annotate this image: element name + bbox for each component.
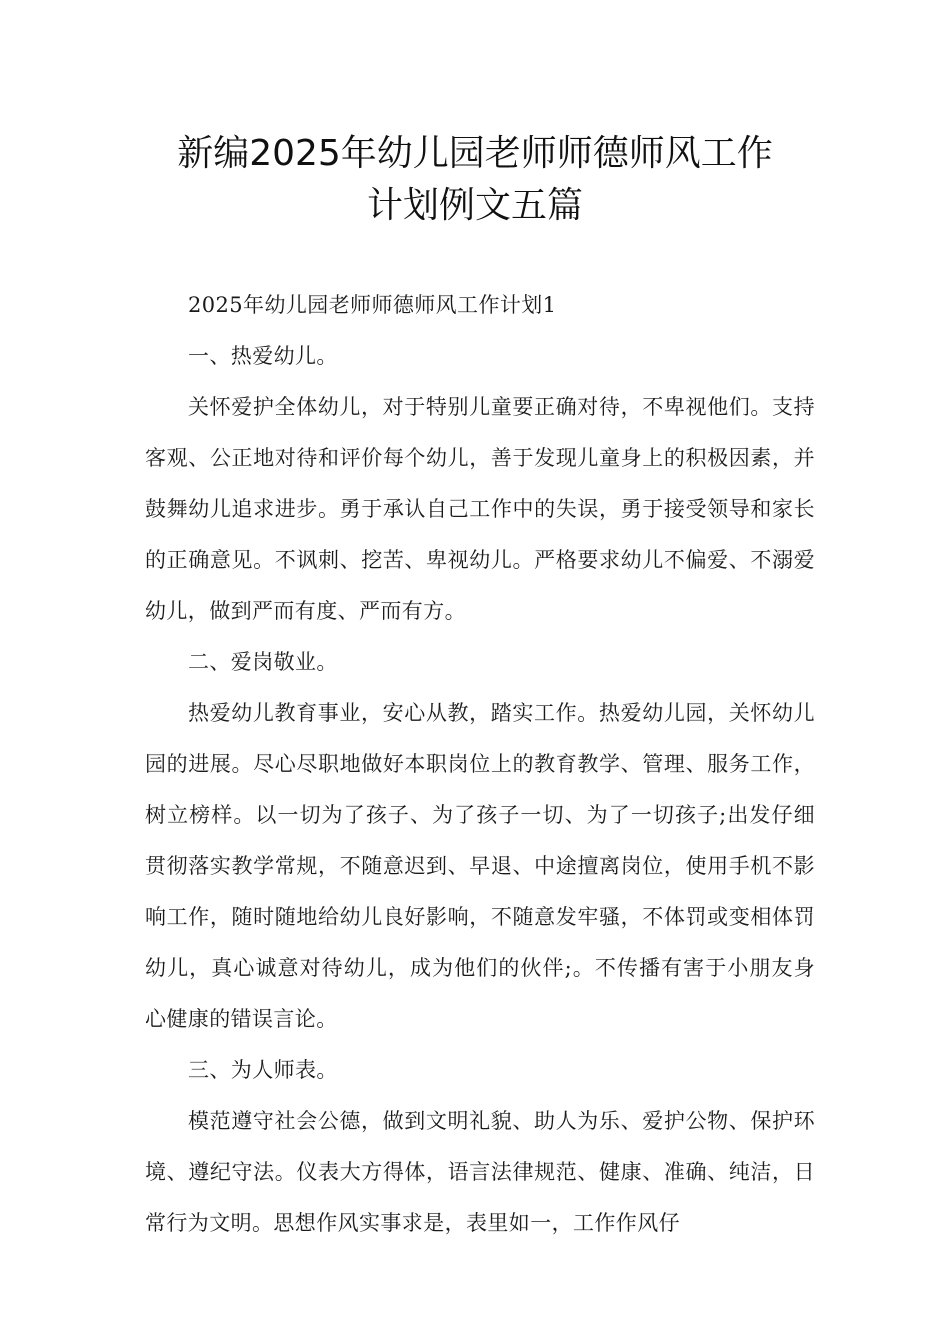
subsection-heading: 一、热爱幼儿。: [188, 344, 338, 368]
document-title-line-2: 计划例文五篇: [366, 185, 583, 226]
section-heading: 2025年幼儿园老师师德师风工作计划1: [188, 293, 557, 317]
body-paragraph: 热爱幼儿教育事业，安心从教，踏实工作。热爱幼儿园，关怀幼儿园的进展。尽心尽职地做好本职岗位上的教育教学、管理、服务工作，树立榜样。以一切为了孩子、为了孩子一切、为了一切孩子;出发仔细贯彻落实教学常规，不随意迟到、早退、中途擅离岗位，使用手机不影响工作，随时随地给幼儿良好影响，不随意发牢骚，不体罚或变相体罚幼儿，真心诚意对待幼儿，成为他们的伙伴;。不传播有害于小朋友身心健康的错误言论。: [145, 701, 815, 1031]
body-paragraph: 模范遵守社会公德，做到文明礼貌、助人为乐、爱护公物、保护环境、遵纪守法。仪表大方得体，语言法律规范、健康、准确、纯洁，日常行为文明。思想作风实事求是，表里如一，工作作风仔: [145, 1109, 815, 1235]
subsection-heading: 二、爱岗敬业。: [188, 650, 338, 674]
subsection-heading: 三、为人师表。: [188, 1058, 338, 1082]
document-title-line-1: 新编2025年幼儿园老师师德师风工作: [177, 133, 773, 174]
document-body: [145, 280, 815, 1249]
body-paragraph: 关怀爱护全体幼儿，对于特别儿童要正确对待，不卑视他们。支持客观、公正地对待和评价每个幼儿，善于发现儿童身上的积极因素，并鼓舞幼儿追求进步。勇于承认自己工作中的失误，勇于接受领导和家长的正确意见。不讽刺、挖苦、卑视幼儿。严格要求幼儿不偏爱、不溺爱幼儿，做到严而有度、严而有方。: [145, 395, 815, 623]
